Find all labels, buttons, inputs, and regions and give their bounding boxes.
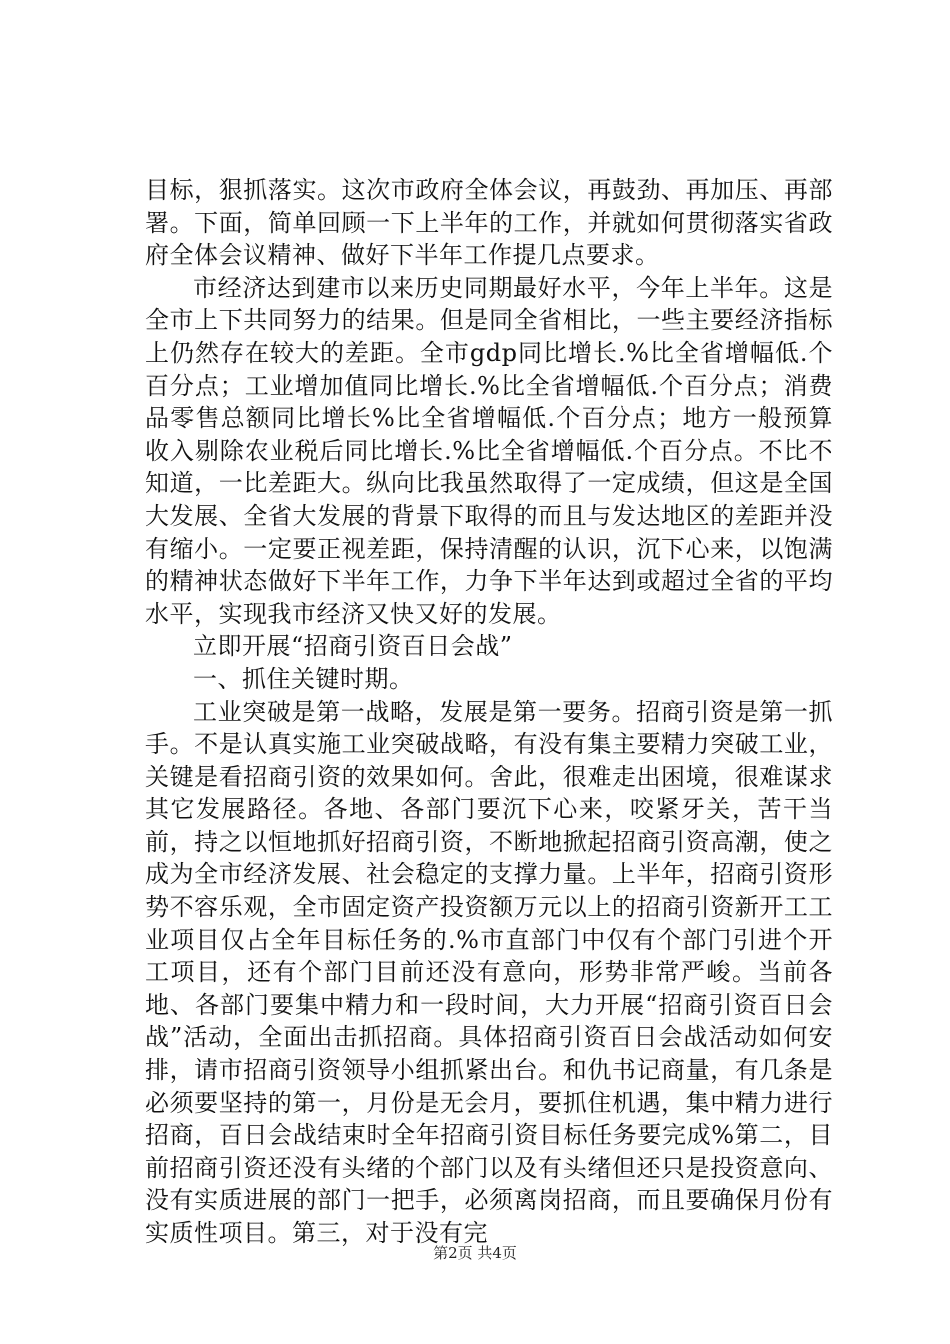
section-heading-key-period: 一、抓住关键时期。 [193, 664, 414, 693]
page-footer: 第2页 共4页 [433, 1244, 517, 1262]
document-body [145, 174, 833, 1250]
paragraph-3: 工业突破是第一战略，发展是第一要务。招商引资是第一抓手。不是认真实施工业突破战略，有没有集主要精力突破工业，关键是看招商引资的效果如何。舍此，很难走出困境，很难谋求其它发展路径。各地、各部门要沉下心来，咬紧牙关，苦干当前，持之以恒地抓好招商引资，不断地掀起招商引资高潮，使之成为全市经济发展、社会稳定的支撑力量。上半年，招商引资形势不容乐观，全市固定资产投资额万元以上的招商引资新开工工业项目仅占全年目标任务的.%市直部门中仅有个部门引进个开工项目，还有个部门目前还没有意向，形势非常严峻。当前各地、各部门要集中精力和一段时间，大力开展“招商引资百日会战”活动，全面出击抓招商。具体招商引资百日会战活动如何安排，请市招商引资领导小组抓紧出台。和仇书记商量，有几条是必须要坚持的第一，月份是无会月，要抓住机遇，集中精力进行招商，百日会战结束时全年招商引资目标任务要完成%第二，目前招商引资还没有头绪的个部门以及有头绪但还只是投资意向、没有实质进展的部门一把手，必须离岗招商，而且要确保月份有实质性项目。第三，对于没有完 [145, 697, 833, 1247]
section-heading-campaign: 立即开展“招商引资百日会战” [193, 632, 513, 661]
paragraph-2: 市经济达到建市以来历史同期最好水平，今年上半年。这是全市上下共同努力的结果。但是同全省相比，一些主要经济指标上仍然存在较大的差距。全市gdp同比增长.%比全省增幅低.个百分点；工业增加值同比增长.%比全省增幅低.个百分点；消费品零售总额同比增长%比全省增幅低.个百分点；地方一般预算收入剔除农业税后同比增长.%比全省增幅低.个百分点。不比不知道，一比差距大。纵向比我虽然取得了一定成绩，但这是全国大发展、全省大发展的背景下取得的而且与发达地区的差距并没有缩小。一定要正视差距，保持清醒的认识，沉下心来，以饱满的精神状态做好下半年工作，力争下半年达到或超过全省的平均水平，实现我市经济又快又好的发展。 [145, 273, 833, 628]
paragraph-1: 目标，狠抓落实。这次市政府全体会议，再鼓劲、再加压、再部署。下面，简单回顾一下上半年的工作，并就如何贯彻落实省政府全体会议精神、做好下半年工作提几点要求。 [145, 176, 833, 270]
